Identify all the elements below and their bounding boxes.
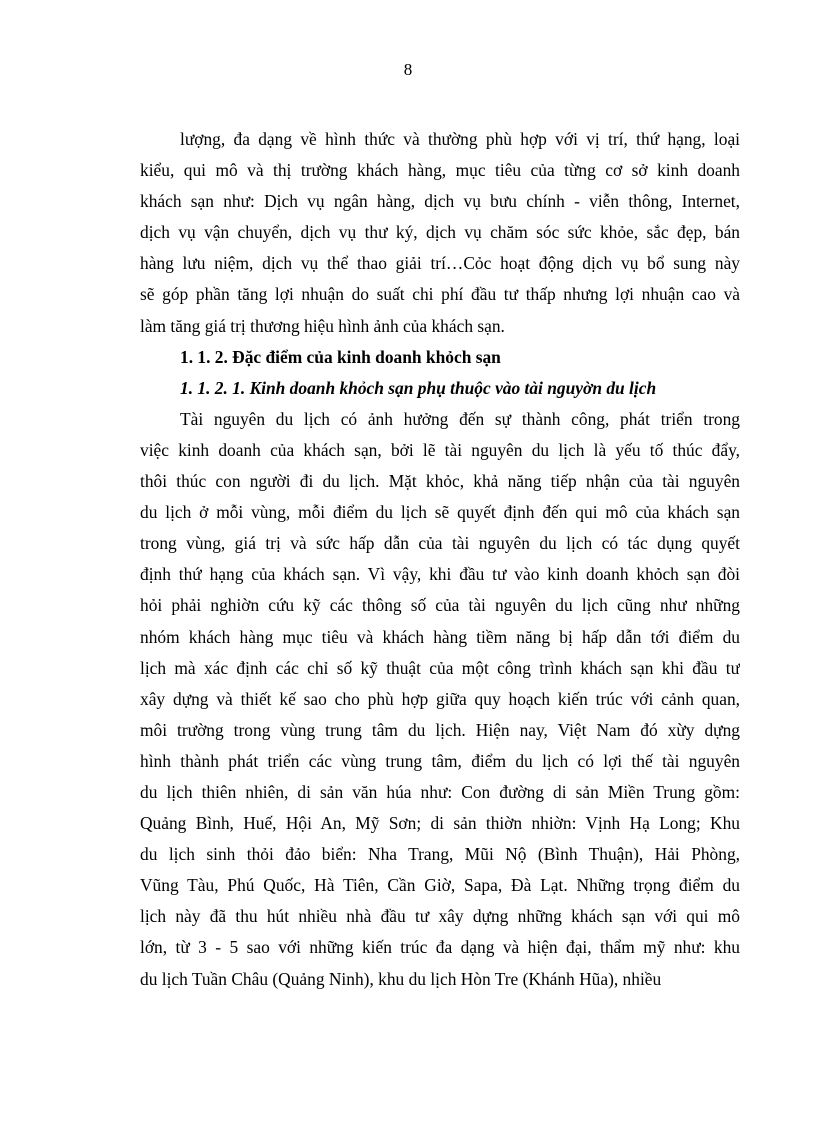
text-line: nhóm khách hàng mục tiêu và khách hàng tiềm năng bị hấp dẫn tới điểm du bbox=[140, 626, 740, 647]
text-line: thôi thúc con người đi du lịch. Mặt khỏc, khả năng tiếp nhận của tài nguyên bbox=[140, 471, 740, 492]
page-number: 8 bbox=[403, 60, 413, 79]
text-line: định thứ hạng của khách sạn. Vì vậy, khi đầu tư vào kinh doanh khỏch sạn đòi bbox=[140, 564, 740, 585]
text-line: lịch này đã thu hút nhiều nhà đầu tư xây dựng những khách sạn với qui mô bbox=[140, 906, 740, 927]
text-line: kiểu, qui mô và thị trường khách hàng, mục tiêu của từng cơ sở kinh doanh bbox=[140, 160, 740, 181]
text-line: hỏi phải nghiờn cứu kỹ các thông số của tài nguyên du lịch cũng như những bbox=[140, 595, 740, 616]
text-line: trong vùng, giá trị và sức hấp dẫn của tài nguyên du lịch có tác dụng quyết bbox=[140, 533, 740, 554]
text-line: làm tăng giá trị thương hiệu hình ảnh của khách sạn. bbox=[140, 315, 505, 336]
paragraph-body bbox=[140, 404, 740, 995]
text-line: dịch vụ vận chuyển, dịch vụ thư ký, dịch vụ chăm sóc sức khỏe, sắc đẹp, bán bbox=[140, 222, 740, 243]
text-line: lượng, đa dạng về hình thức và thường phù hợp với vị trí, thứ hạng, loại bbox=[180, 129, 740, 149]
text-line: lớn, từ 3 - 5 sao với những kiến trúc đa dạng và hiện đại, thẩm mỹ như: khu bbox=[140, 937, 740, 958]
text-line: hàng lưu niệm, dịch vụ thể thao giải trí…Cỏc hoạt động dịch vụ bổ sung này bbox=[140, 253, 740, 274]
text-line: du lịch sinh thỏi đảo biển: Nha Trang, Mũi Nộ (Bình Thuận), Hải Phòng, bbox=[140, 844, 740, 865]
text-line: Tài nguyên du lịch có ảnh hưởng đến sự thành công, phát triển trong bbox=[180, 408, 740, 429]
text-line: du lịch Tuần Châu (Quảng Ninh), khu du lịch Hòn Tre (Khánh Hũa), nhiều bbox=[140, 968, 662, 989]
text-line: Vũng Tàu, Phú Quốc, Hà Tiên, Cần Giờ, Sapa, Đà Lạt. Những trọng điểm du bbox=[140, 875, 740, 896]
text-line: Quảng Bình, Huế, Hội An, Mỹ Sơn; di sản thiờn nhiờn: Vịnh Hạ Long; Khu bbox=[140, 813, 740, 834]
section-heading: 1. 1. 2. Đặc điểm của kinh doanh khỏch sạn bbox=[180, 346, 501, 367]
text-line: du lịch ở mỗi vùng, mỗi điểm du lịch sẽ quyết định đến qui mô của khách sạn bbox=[140, 502, 740, 523]
text-line: việc kinh doanh của khách sạn, bởi lẽ tài nguyên du lịch là yếu tố thúc đẩy, bbox=[140, 439, 740, 460]
text-line: hình thành phát triển các vùng trung tâm, điểm du lịch có lợi thế tài nguyên bbox=[140, 750, 740, 771]
text-line: lịch mà xác định các chỉ số kỹ thuật của một công trình khách sạn khi đầu tư bbox=[140, 657, 740, 678]
text-line: du lịch thiên nhiên, di sản văn húa như: Con đường di sản Miền Trung gồm: bbox=[140, 781, 740, 802]
text-line: môi trường trong vùng trung tâm du lịch. Hiện nay, Việt Nam đó xừy dựng bbox=[140, 719, 740, 740]
document-body bbox=[140, 124, 740, 995]
text-line: khách sạn như: Dịch vụ ngân hàng, dịch vụ bưu chính - viễn thông, Internet, bbox=[140, 191, 740, 212]
text-line: sẽ góp phần tăng lợi nhuận do suất chi phí đầu tư thấp nhưng lợi nhuận cao và bbox=[140, 284, 740, 305]
text-line: xây dựng và thiết kế sao cho phù hợp giữa quy hoạch kiến trúc với cảnh quan, bbox=[140, 688, 740, 709]
subsection-heading: 1. 1. 2. 1. Kinh doanh khỏch sạn phụ thuộc vào tài nguyờn du lịch bbox=[180, 377, 657, 398]
paragraph-continuation bbox=[140, 124, 740, 342]
